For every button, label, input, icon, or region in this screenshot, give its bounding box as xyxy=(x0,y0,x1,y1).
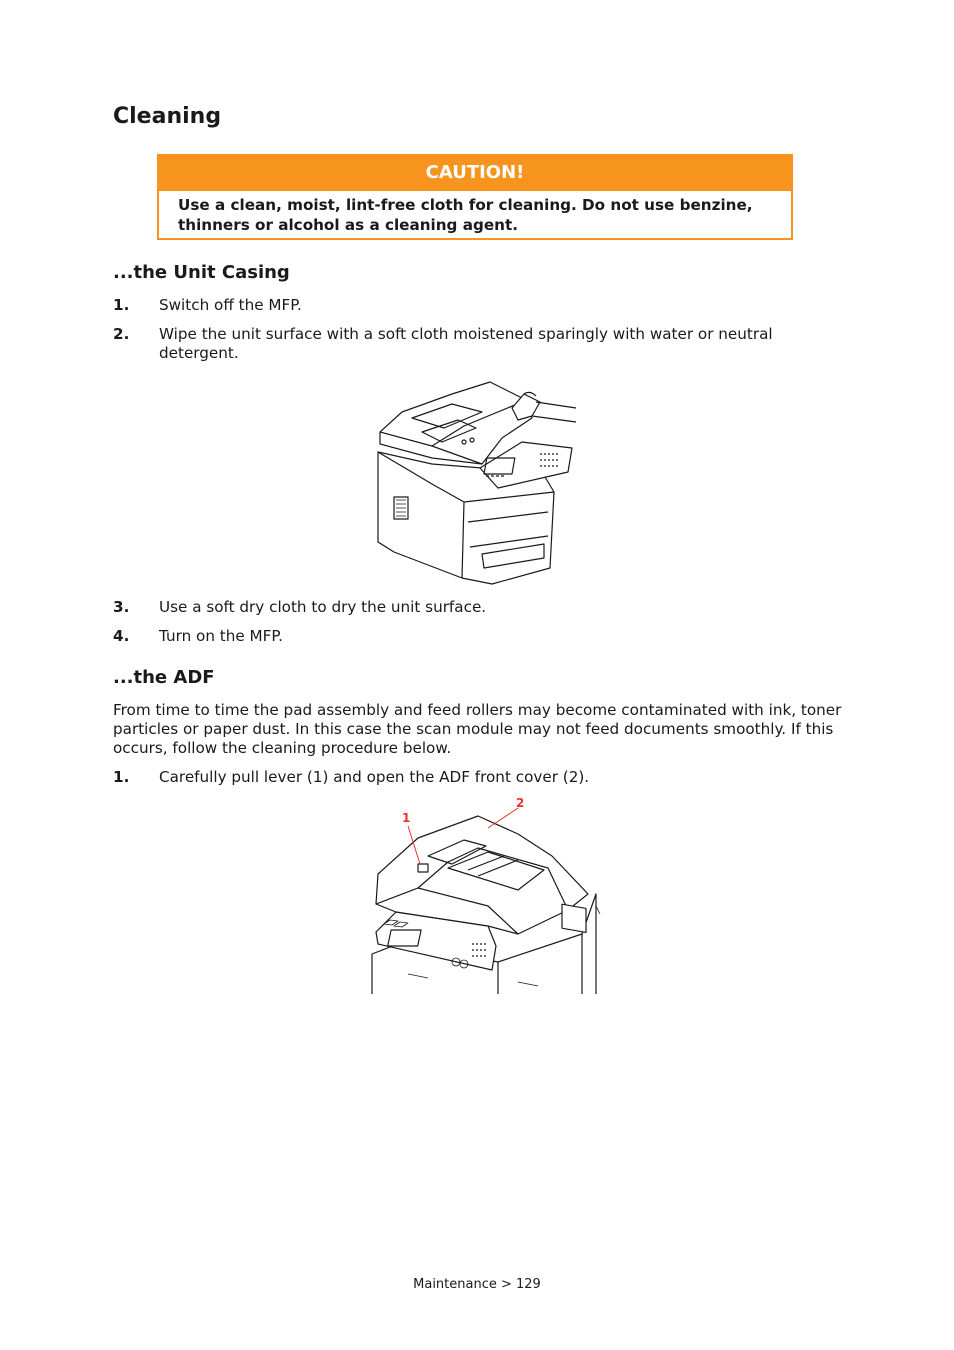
caution-box xyxy=(157,154,793,240)
step-number: 3. xyxy=(113,598,130,616)
page-title: Cleaning xyxy=(113,104,222,129)
step-number: 4. xyxy=(113,627,130,645)
step-text: Wipe the unit surface with a soft cloth moistened sparingly with water or neutral detergent. xyxy=(159,325,773,362)
step-text: Switch off the MFP. xyxy=(159,296,302,314)
unit-casing-heading: ...the Unit Casing xyxy=(113,262,290,283)
adf-intro: From time to time the pad assembly and feed rollers may become contaminated with ink, toner particles or paper dust. In this case the scan module may not feed documents smoothly. If this occurs, follow the cleaning procedure below. xyxy=(113,701,842,757)
adf-heading: ...the ADF xyxy=(113,667,215,688)
caution-label: CAUTION! xyxy=(159,156,791,191)
page-footer: Maintenance > 129 xyxy=(413,1277,541,1292)
adf-step-1 xyxy=(113,768,853,787)
step-number: 1. xyxy=(113,296,130,314)
mfp-wiping-illustration xyxy=(372,372,582,588)
unit-casing-step-1 xyxy=(113,296,853,315)
step-text: Carefully pull lever (1) and open the ADF front cover (2). xyxy=(159,768,590,786)
unit-casing-step-3 xyxy=(113,598,853,617)
step-text: Use a soft dry cloth to dry the unit surface. xyxy=(159,598,487,616)
unit-casing-step-4 xyxy=(113,627,853,646)
step-number: 1. xyxy=(113,768,130,786)
caution-text: Use a clean, moist, lint-free cloth for cleaning. Do not use benzine, thinners or alcohol as a cleaning agent. xyxy=(178,196,753,234)
callout-2: 2 xyxy=(516,796,525,810)
unit-casing-step-2 xyxy=(113,325,853,363)
callout-1: 1 xyxy=(402,811,411,825)
step-number: 2. xyxy=(113,325,130,343)
adf-cover-illustration xyxy=(368,794,604,998)
step-text: Turn on the MFP. xyxy=(159,627,283,645)
